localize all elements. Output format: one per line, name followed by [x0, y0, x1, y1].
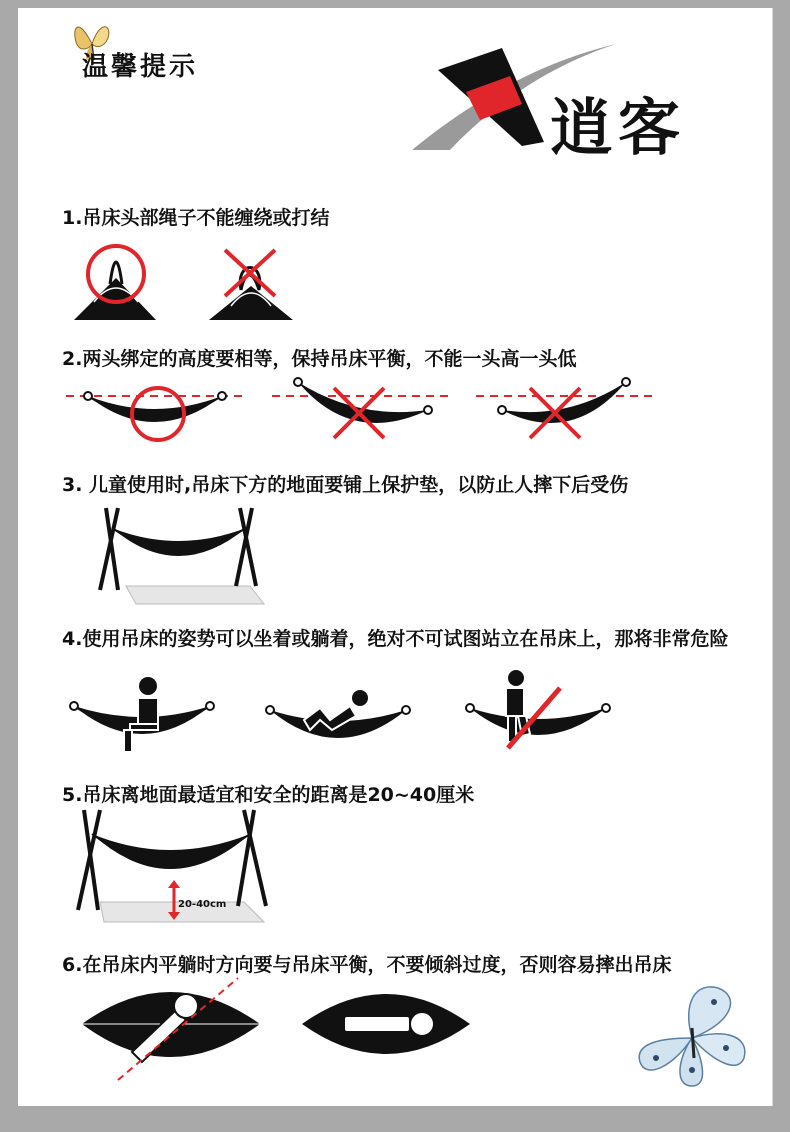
measure-label — [178, 896, 244, 910]
butterfly-large-icon — [634, 982, 752, 1094]
rule-2-text: 2.两头绑定的高度要相等，保持吊床平衡，不能一头高一头低 — [62, 348, 577, 370]
rule-4-standing-forbidden-icon — [464, 668, 612, 760]
rule-4-lying-icon — [264, 690, 412, 754]
rule-6-diagonal-wrong-icon — [78, 980, 264, 1082]
rule-3-protective-mat-icon — [96, 506, 268, 610]
rule-1-text: 1.吊床头部绳子不能缠绕或打结 — [62, 207, 330, 229]
rule-2-level-icon — [66, 378, 244, 448]
rule-4-text: 4.使用吊床的姿势可以坐着或躺着，绝对不可试图站立在吊床上，那将非常危险 — [62, 628, 729, 650]
rule-1-wrong-icon — [205, 240, 297, 322]
rule-2-tilt-right-icon — [476, 374, 654, 444]
brand-name: 逍客 — [550, 91, 687, 164]
rule-1-correct-icon — [70, 240, 160, 322]
rule-5-text: 5.吊床离地面最适宜和安全的距离是20~40厘米 — [62, 784, 475, 806]
rule-3-text: 3. 儿童使用时,吊床下方的地面要铺上保护垫，以防止人摔下后受伤 — [62, 474, 629, 496]
rule-6-straight-correct-icon — [298, 982, 474, 1078]
page-title: 温馨提示 — [82, 52, 199, 82]
rule-4-sitting-icon — [68, 676, 216, 756]
svg-text:20-40cm: 20-40cm — [178, 899, 227, 910]
rule-6-text: 6.在吊床内平躺时方向要与吊床平衡，不要倾斜过度，否则容易摔出吊床 — [62, 954, 672, 976]
rule-2-tilt-left-icon — [272, 374, 450, 444]
rule-5-height-diagram-icon — [74, 808, 274, 924]
